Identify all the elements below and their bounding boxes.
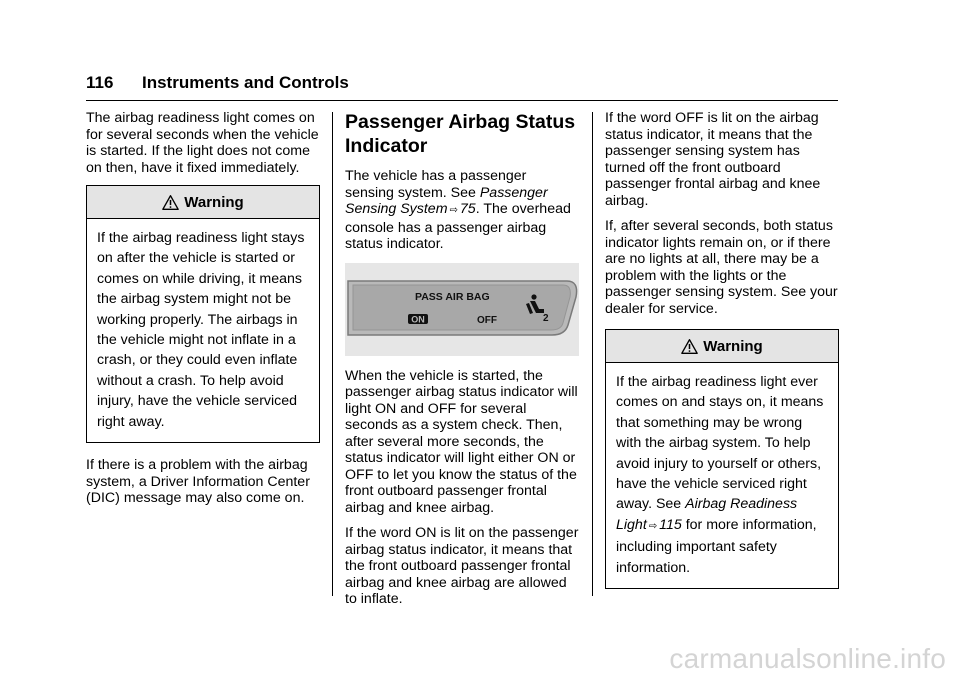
warning-title: Warning	[703, 337, 763, 355]
warning-triangle-icon	[681, 338, 698, 355]
paragraph: If the word ON is lit on the passenger airbag status indicator, it means that the front outboard passenger frontal airbag and knee airbag are allowed to inflate.	[345, 525, 579, 607]
page-header	[86, 70, 838, 101]
page-ref-arrow-icon: ⇨	[449, 205, 458, 216]
column-1	[86, 110, 320, 516]
indicator-figure	[345, 263, 579, 356]
paragraph: If the word OFF is lit on the airbag status indicator, it means that the passenger sensing system has turned off the front outboard passenger frontal airbag and knee airbag.	[605, 110, 821, 209]
text: . The overhead console has a passenger airbag status indicator.	[345, 201, 571, 252]
seat-number: 2	[543, 312, 549, 324]
warning-body	[606, 363, 838, 588]
cross-reference-link[interactable]: Airbag Readiness Light	[616, 496, 798, 533]
column-2	[345, 110, 579, 617]
paragraph: The airbag readiness light comes on for several seconds when the vehicle is started. If the light does not come on then, have it fixed immediately.	[86, 110, 319, 176]
section-title: Instruments and Controls	[142, 73, 349, 92]
warning-header	[606, 330, 838, 363]
warning-triangle-icon	[162, 194, 179, 211]
watermark: carmanualsonline.info	[669, 643, 946, 674]
on-label: ON	[411, 314, 425, 324]
warning-body: If the airbag readiness light stays on after the vehicle is started or comes on while driving, it means the airbag system might not be working properly. The airbags in the vehicle might not inflate in a crash, or they could even inflate without a crash. To help avoid injury, have the vehicle serviced right away.	[97, 230, 305, 430]
paragraph: If, after several seconds, both status indicator lights remain on, or if there are no lights at all, there may be a problem with the lights or the passenger sensing system. See your dealer for service.	[605, 218, 838, 317]
warning-box	[86, 185, 320, 443]
text: for more information, including important safety information.	[616, 516, 817, 576]
page-ref-arrow-icon: ⇨	[648, 520, 658, 532]
warning-header	[87, 186, 319, 219]
indicator-label: PASS AIR BAG	[415, 290, 490, 303]
column-divider-2	[592, 112, 593, 596]
text: If the airbag readiness light ever comes on and stays on, it means that something may be wrong with the airbag system. To help avoid injury to yourself or others, have the vehicle serviced right away. See	[616, 374, 824, 513]
text: The vehicle has a passenger sensing system. See	[345, 168, 527, 201]
paragraph: When the vehicle is started, the passenger airbag status indicator will light ON and OFF for several seconds as a system check. Then, after several more seconds, the status indicator will light either ON or OFF to let you know the status of the front outboard passenger frontal airbag and knee airbag.	[345, 367, 578, 516]
warning-title: Warning	[184, 193, 244, 211]
paragraph: If there is a problem with the airbag system, a Driver Information Center (DIC) message may also come on.	[86, 457, 310, 507]
column-3	[605, 110, 839, 603]
cross-reference-link[interactable]: Passenger Sensing System	[345, 184, 548, 217]
warning-box	[605, 329, 839, 589]
page-reference[interactable]: 115	[659, 516, 682, 533]
section-heading: Passenger Airbag Status Indicator	[345, 111, 576, 157]
page-reference[interactable]: 75	[459, 201, 476, 217]
page-number: 116	[86, 73, 114, 92]
column-divider-1	[332, 112, 333, 596]
off-label: OFF	[477, 314, 497, 326]
paragraph	[345, 168, 579, 253]
passenger-airbag-indicator-image	[345, 263, 579, 356]
